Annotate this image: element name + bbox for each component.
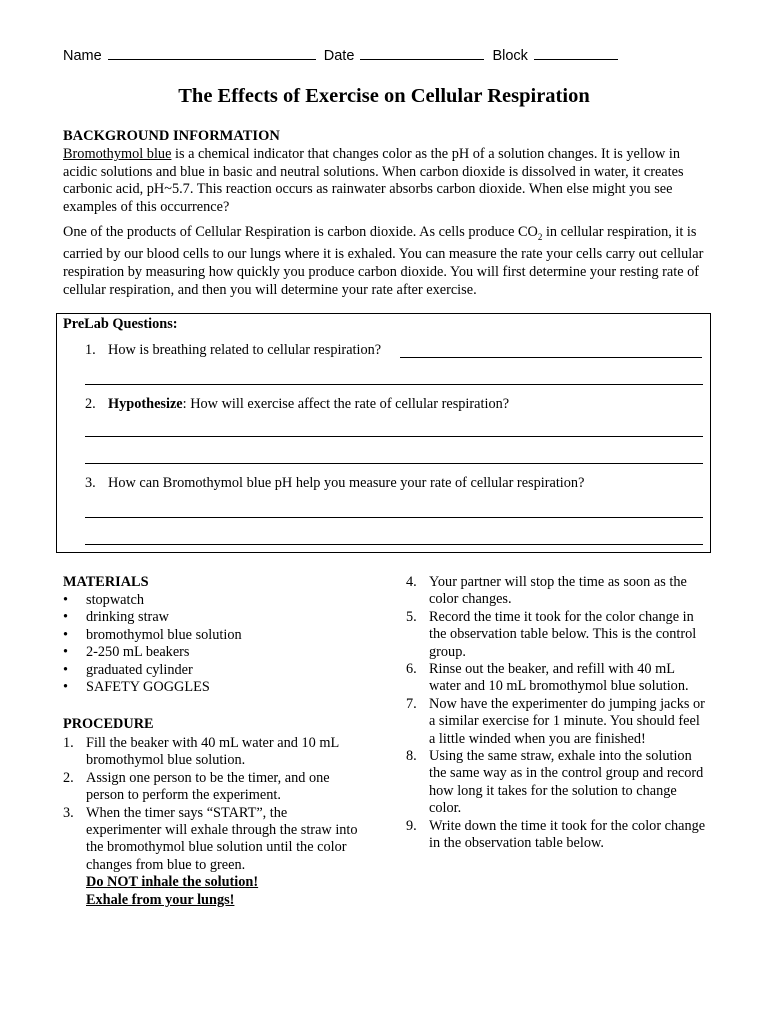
- header-row: [63, 45, 623, 64]
- procedure-step: [63, 805, 363, 909]
- step-number: 8.: [406, 748, 417, 765]
- material-text: 2-250 mL beakers: [86, 644, 190, 661]
- prelab-heading: PreLab Questions:: [63, 316, 178, 332]
- procedure-heading: PROCEDURE: [63, 716, 154, 732]
- procedure-step: [63, 770, 363, 805]
- background-paragraph-1: [63, 146, 713, 216]
- page-title: The Effects of Exercise on Cellular Respiration: [178, 85, 590, 107]
- prelab-q3-text: How can Bromothymol blue pH help you measure your rate of cellular respiration?: [108, 475, 585, 491]
- procedure-step: [63, 735, 363, 770]
- material-text: graduated cylinder: [86, 661, 193, 678]
- procedure-step: [406, 748, 706, 818]
- prelab-q1-number: 1.: [85, 342, 96, 358]
- list-item: [63, 592, 363, 609]
- bullet-icon: •: [63, 626, 69, 643]
- background-p2-text-a: One of the products of Cellular Respiration is carbon dioxide. As cells produce CO: [63, 224, 538, 240]
- bullet-icon: •: [63, 644, 69, 661]
- bullet-icon: •: [63, 592, 69, 608]
- step-number: 3.: [63, 804, 74, 821]
- background-p1-text: is a chemical indicator that changes color as the pH of a solution changes. It is yellow in acidic solutions and blue in basic and neutral solutions. When carbon dioxide is dissolved in water, it creates carbonic acid, pH~5.7. This reaction occurs as rainwater absorbs carbon dioxide. When else might you see examples of this occurrence?: [63, 146, 684, 215]
- bullet-icon: •: [63, 609, 69, 626]
- step-number: 4.: [406, 574, 417, 590]
- step-number: 7.: [406, 695, 417, 712]
- procedure-step: [406, 661, 706, 696]
- list-item: [63, 644, 363, 661]
- material-text: bromothymol blue solution: [86, 626, 242, 643]
- block-label: Block: [492, 48, 528, 64]
- step-text: Using the same straw, exhale into the solution the same way as in the control group and record how long it takes for the solution to change color.: [429, 748, 704, 817]
- co2-subscript: 2: [537, 231, 543, 242]
- materials-heading: MATERIALS: [63, 574, 149, 590]
- step-number: 2.: [63, 769, 74, 786]
- step-text: Assign one person to be the timer, and one person to perform the experiment.: [86, 769, 330, 804]
- warning-exhale: Exhale from your lungs!: [86, 891, 235, 908]
- date-field[interactable]: [360, 45, 484, 60]
- step-number: 9.: [406, 817, 417, 834]
- step-text: When the timer says “START”, the experimenter will exhale through the straw into the bromothymol blue solution until the color changes from blue to green.: [86, 804, 358, 873]
- material-text: stopwatch: [86, 592, 144, 608]
- bromothymol-term: Bromothymol blue: [63, 146, 172, 162]
- date-label: Date: [323, 48, 355, 64]
- name-label: Name: [63, 48, 102, 64]
- prelab-q3-number: 3.: [85, 475, 96, 491]
- step-text: Record the time it took for the color change in the observation table below. This is the control group.: [429, 608, 697, 660]
- step-number: 6.: [406, 661, 417, 678]
- material-text: SAFETY GOGGLES: [86, 679, 210, 696]
- block-field[interactable]: [534, 45, 618, 60]
- background-heading: BACKGROUND INFORMATION: [63, 128, 280, 144]
- prelab-q3-answer-line-2[interactable]: [85, 544, 703, 545]
- prelab-q2-answer-line-2[interactable]: [85, 463, 703, 464]
- background-paragraph-2: [63, 224, 713, 299]
- prelab-q2: [108, 396, 509, 413]
- procedure-list-right: [406, 574, 706, 853]
- materials-list: [63, 592, 363, 696]
- step-number: 1.: [63, 735, 74, 751]
- prelab-q1-answer-line[interactable]: [400, 357, 702, 358]
- prelab-q3-answer-line-1[interactable]: [85, 517, 703, 518]
- procedure-step: [406, 818, 706, 853]
- list-item: [63, 662, 363, 679]
- prelab-q2-number: 2.: [85, 396, 96, 412]
- step-text: Fill the beaker with 40 mL water and 10 mL bromothymol blue solution.: [86, 735, 339, 769]
- procedure-step: [406, 609, 706, 661]
- bullet-icon: •: [63, 661, 69, 678]
- name-field[interactable]: [108, 45, 316, 60]
- prelab-q1-text: How is breathing related to cellular respiration?: [108, 342, 382, 358]
- step-text: Now have the experimenter do jumping jacks or a similar exercise for 1 minute. You should feel a little winded when you are finished!: [429, 695, 705, 747]
- prelab-q1-answer-line-2[interactable]: [85, 384, 703, 385]
- list-item: [63, 609, 363, 626]
- bullet-icon: •: [63, 679, 69, 696]
- hypothesize-label: Hypothesize: [108, 396, 183, 412]
- background-p2-text-b: in cellular respiration, it is carried by our blood cells to our lungs where it is exhaled. You can measure the rate your cells carry out cellular respiration by measuring how quickly you produce carbon dioxide. You will first determine your resting rate of cellular respiration, and then you will determine your rate after exercise.: [63, 224, 704, 298]
- procedure-step: [406, 574, 706, 609]
- procedure-list-left: [63, 735, 363, 909]
- prelab-q2-text: : How will exercise affect the rate of cellular respiration?: [182, 396, 510, 412]
- material-text: drinking straw: [86, 609, 169, 626]
- prelab-q2-answer-line-1[interactable]: [85, 436, 703, 437]
- list-item: [63, 679, 363, 696]
- list-item: [63, 627, 363, 644]
- step-text: Your partner will stop the time as soon as the color changes.: [429, 574, 687, 608]
- step-number: 5.: [406, 608, 417, 625]
- step-text: Rinse out the beaker, and refill with 40 mL water and 10 mL bromothymol blue solution.: [429, 661, 689, 695]
- warning-no-inhale: Do NOT inhale the solution!: [86, 874, 259, 891]
- procedure-step: [406, 696, 706, 748]
- step-text: Write down the time it took for the color change in the observation table below.: [429, 817, 706, 852]
